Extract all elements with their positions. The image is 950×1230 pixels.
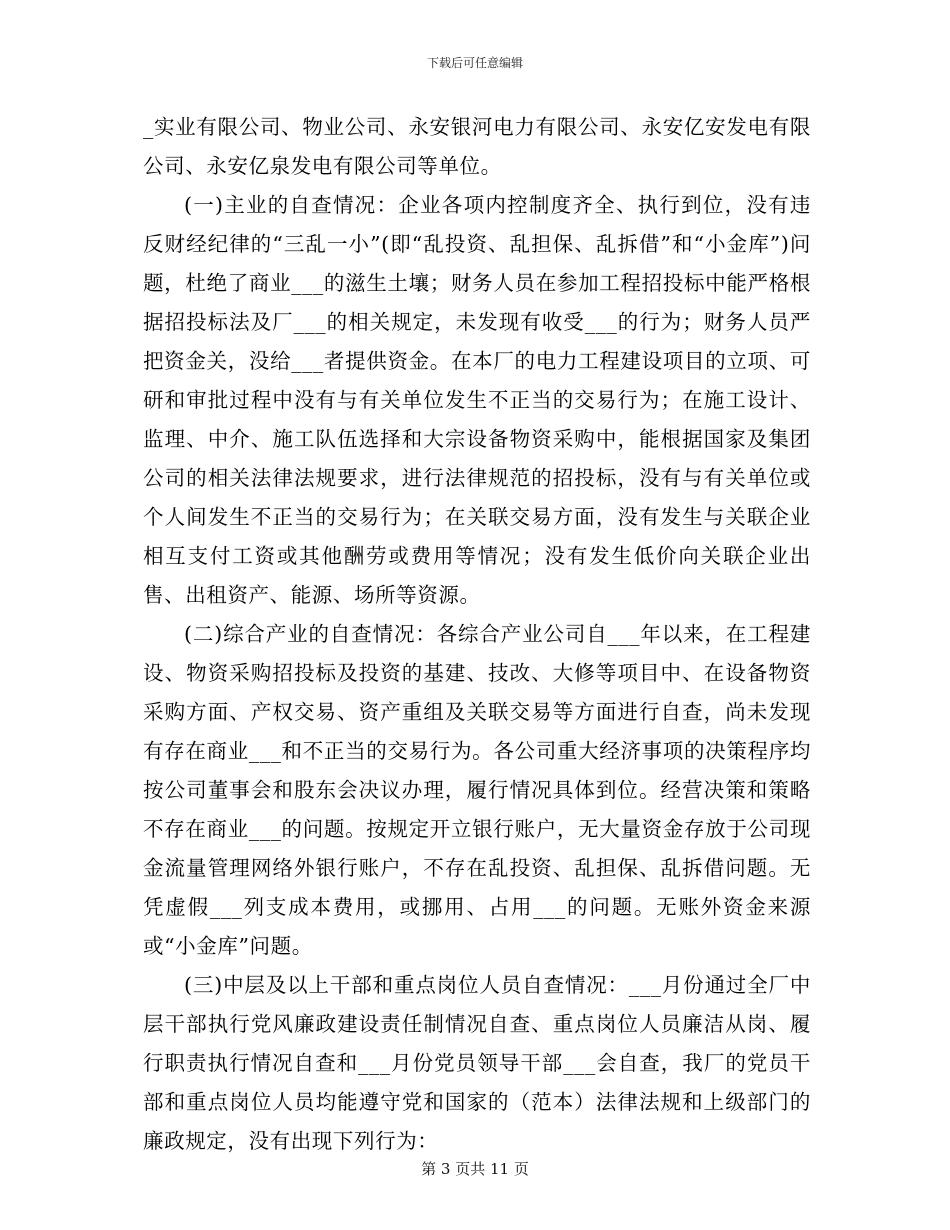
paragraph-comprehensive-industry: (二)综合产业的自查情况：各综合产业公司自___年以来，在工程建设、物资采购招投标及投资的基建、技改、大修等项目中、在设备物资采购方面、产权交易、资产重组及关联交易等方面进行自查，尚未发现有存在商业___和不正当的交易行为。各公司重大经济事项的决策程序均按公司董事会和股东会决议办理，履行情况具体到位。经营决策和策略不存在商业___的问题。按规定开立银行账户，无大量资金存放于公司现金流量管理网络外银行账户，不存在乱投资、乱担保、乱拆借问题。无凭虚假___列支成本费用，或挪用、占用___的问题。无账外资金来源或“小金库”问题。 <box>143 622 811 958</box>
page-footer: 第 3 页共 11 页 <box>421 1160 529 1178</box>
paragraph-continuation: _实业有限公司、物业公司、永安银河电力有限公司、永安亿安发电有限公司、永安亿泉发电有限公司等单位。 <box>143 115 811 178</box>
document-body <box>143 108 811 1161</box>
paragraph-cadres: (三)中层及以上干部和重点岗位人员自查情况：___月份通过全厂中层干部执行党风廉政建设责任制情况自查、重点岗位人员廉洁从岗、履行职责执行情况自查和___月份党员领导干部___会自查，我厂的党员干部和重点岗位人员均能遵守党和国家的（范本）法律法规和上级部门的廉政规定，没有出现下列行为： <box>143 973 811 1153</box>
page-header: 下载后可任意编辑 <box>426 56 523 70</box>
paragraph-main-business: (一)主业的自查情况：企业各项内控制度齐全、执行到位，没有违反财经纪律的“三乱一小”(即“乱投资、乱担保、乱拆借”和“小金库”)问题，杜绝了商业___的滋生土壤；财务人员在参加工程招投标中能严格根据招投标法及厂___的相关规定，未发现有收受___的行为；财务人员严把资金关，没给___者提供资金。在本厂的电力工程建设项目的立项、可研和审批过程中没有与有关单位发生不正当的交易行为；在施工设计、监理、中介、施工队伍选择和大宗设备物资采购中，能根据国家及集团公司的相关法律法规要求，进行法律规范的招投标，没有与有关单位或个人间发生不正当的交易行为；在关联交易方面，没有发生与关联企业相互支付工资或其他酬劳或费用等情况；没有发生低价向关联企业出售、出租资产、能源、场所等资源。 <box>143 193 811 607</box>
